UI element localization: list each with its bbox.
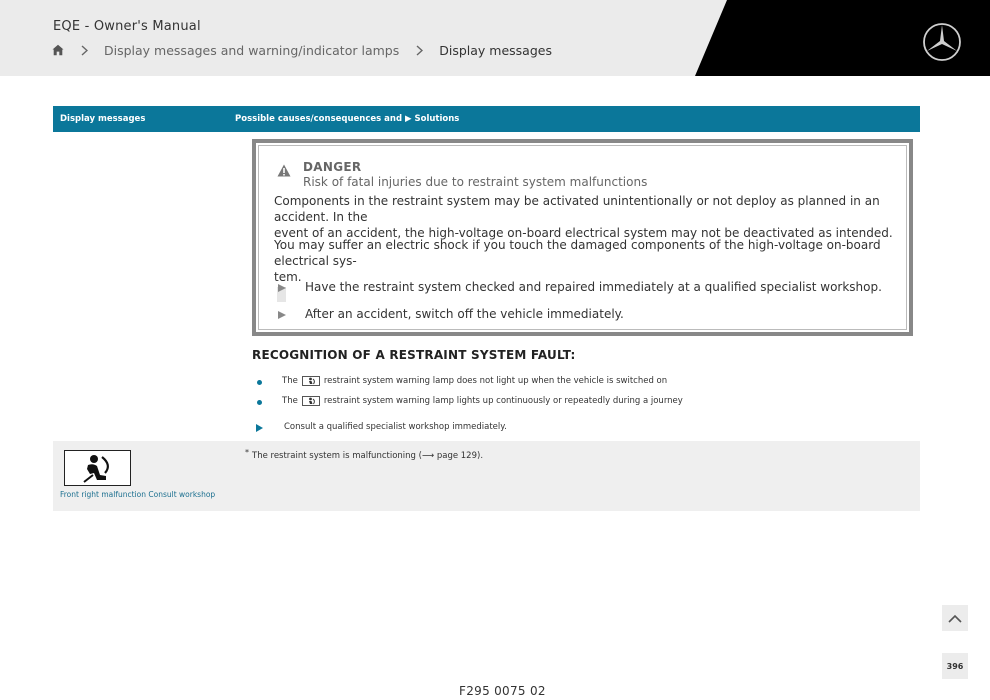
warning-triangle-icon bbox=[277, 164, 291, 177]
bullet-dot bbox=[257, 380, 262, 385]
bullet-prefix: The bbox=[282, 376, 298, 386]
breadcrumb-item-display-messages-and-lamps[interactable]: Display messages and warning/indicator lamps bbox=[104, 42, 400, 58]
column-header-display-messages: Display messages bbox=[60, 114, 146, 124]
bullet-prefix: The bbox=[282, 396, 298, 406]
home-icon[interactable] bbox=[52, 44, 64, 56]
bullet-text: restraint system warning lamp does not light up when the vehicle is switched on bbox=[323, 376, 668, 386]
table-row bbox=[53, 441, 920, 511]
mercedes-star-logo[interactable] bbox=[922, 22, 962, 62]
restraint-system-lamp-icon bbox=[302, 376, 320, 386]
danger-label: DANGER bbox=[303, 160, 362, 174]
display-message-image bbox=[64, 450, 131, 486]
danger-subtitle: Risk of fatal injuries due to restraint system malfunctions bbox=[303, 175, 648, 189]
danger-warning-box bbox=[252, 139, 913, 336]
danger-paragraph-2 bbox=[274, 237, 902, 285]
chevron-up-icon bbox=[948, 614, 962, 623]
recognition-heading: RECOGNITION OF A RESTRAINT SYSTEM FAULT: bbox=[252, 348, 576, 362]
scroll-to-top-button[interactable] bbox=[942, 605, 968, 631]
restraint-system-lamp-icon bbox=[302, 396, 320, 406]
page-header bbox=[0, 0, 990, 76]
asterisk-marker: * bbox=[245, 448, 249, 457]
breadcrumb-item-display-messages[interactable]: Display messages bbox=[439, 42, 552, 58]
action-arrow-icon bbox=[278, 284, 286, 292]
breadcrumb bbox=[52, 42, 552, 58]
document-title: EQE - Owner's Manual bbox=[53, 19, 201, 34]
list-item bbox=[257, 375, 667, 387]
danger-action-2: After an accident, switch off the vehicle immediately. bbox=[305, 307, 624, 321]
bullet-dot bbox=[257, 400, 262, 405]
consult-action bbox=[256, 422, 507, 432]
chevron-right-icon bbox=[74, 45, 94, 56]
airbag-malfunction-icon bbox=[81, 453, 115, 485]
danger-inner-frame bbox=[258, 145, 907, 330]
danger-paragraph-1-line-1: Components in the restraint system may be activated unintentionally or not deploy as planned in an accident. In the bbox=[274, 194, 880, 224]
malfunction-cause[interactable]: The restraint system is malfunctioning (⟶ page 129). bbox=[252, 451, 484, 461]
danger-paragraph-2-line-1: You may suffer an electric shock if you touch the damaged components of the high-voltage on-board electrical sys- bbox=[274, 238, 881, 268]
display-message-label[interactable]: Front right malfunction Consult workshop bbox=[60, 490, 216, 499]
column-header-causes-solutions: Possible causes/consequences and ▶ Solutions bbox=[235, 114, 460, 124]
danger-action-1: Have the restraint system checked and repaired immediately at a qualified specialist workshop. bbox=[305, 280, 882, 294]
list-item bbox=[257, 395, 683, 407]
bullet-text: restraint system warning lamp lights up continuously or repeatedly during a journey bbox=[323, 396, 683, 406]
figure-code: F295 0075 02 bbox=[459, 684, 546, 698]
danger-paragraph-2-line-2: tem. bbox=[274, 270, 302, 284]
page-number-button[interactable]: 396 bbox=[942, 653, 968, 679]
action-arrow-icon bbox=[256, 424, 263, 432]
danger-paragraph-1-line-2: event of an accident, the high-voltage on-board electrical system may not be deactivated as intended. bbox=[274, 226, 893, 240]
table-header bbox=[53, 106, 920, 132]
danger-paragraph-1 bbox=[274, 193, 902, 241]
action-arrow-icon bbox=[278, 311, 286, 319]
chevron-right-icon bbox=[409, 45, 429, 56]
consult-text: Consult a qualified specialist workshop immediately. bbox=[284, 422, 507, 432]
